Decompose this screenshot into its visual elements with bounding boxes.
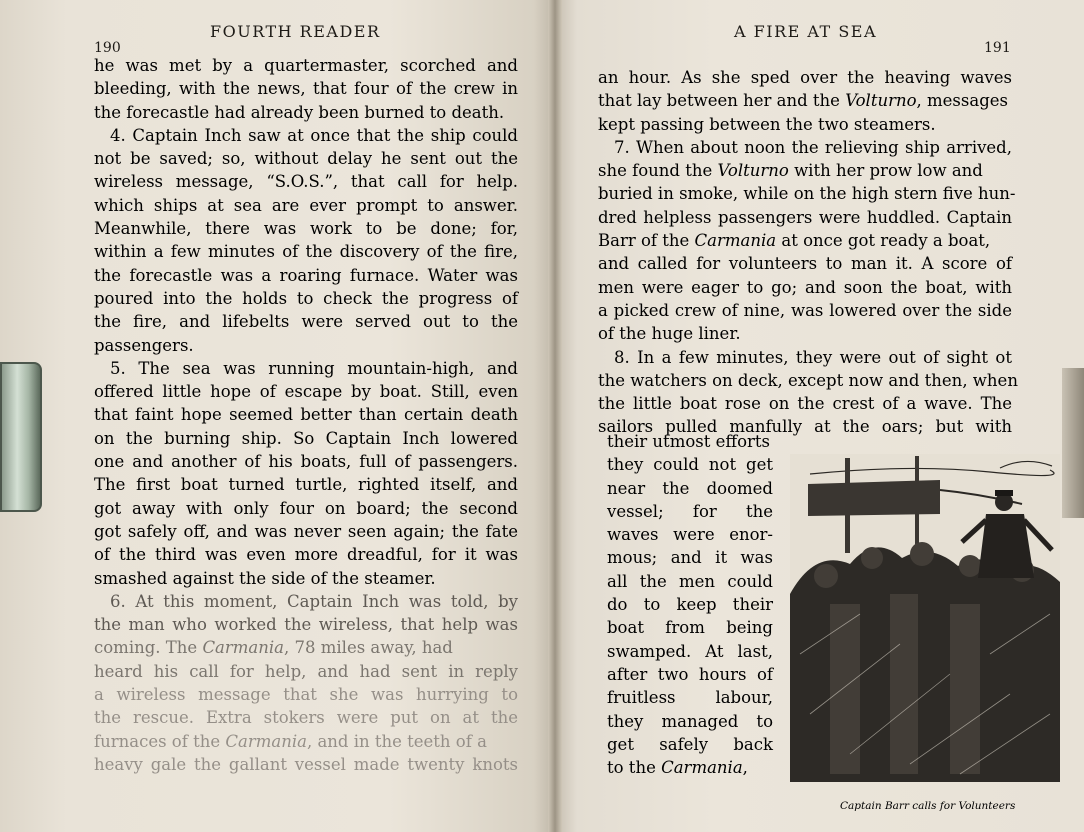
- text-run: that lay between her and the: [598, 91, 840, 111]
- text-line: 7. When about noon the relieving ship arrived,: [614, 137, 1012, 157]
- text-line: he was met by a quartermaster, scorched and: [94, 56, 518, 75]
- text-line: the man who worked the wireless, that help was: [94, 615, 518, 635]
- ship-name: Carmania: [694, 231, 777, 251]
- text-run: to the: [607, 758, 656, 778]
- text-line: a wireless message that she was hurrying to: [94, 685, 518, 705]
- text-line: smashed against the side of the steamer.: [94, 568, 436, 588]
- text-line: do to keep their: [607, 595, 773, 615]
- text-run: she found the: [598, 161, 713, 181]
- text-line: after two hours of: [607, 664, 773, 684]
- right-page-text-narrow: [607, 430, 773, 779]
- text-line: get safely back: [607, 734, 773, 754]
- text-line: bleeding, with the news, that four of the crew in: [94, 79, 518, 99]
- text-line: a picked crew of nine, was lowered over the side: [598, 300, 1012, 320]
- text-line: poured into the holds to check the progress of: [94, 288, 518, 308]
- text-line: an hour. As she sped over the heaving waves: [598, 68, 1012, 87]
- text-line: [598, 159, 1012, 182]
- text-line: 5. The sea was running mountain-high, and: [110, 358, 518, 378]
- text-line: passengers.: [94, 335, 194, 355]
- text-line: 8. In a few minutes, they were out of sight ot: [614, 347, 1012, 367]
- illustration-caption: Captain Barr calls for Volunteers: [840, 800, 1016, 812]
- text-line: not be saved; so, without delay he sent out the: [94, 149, 518, 169]
- text-line: the rescue. Extra stokers were put on at the: [94, 708, 518, 728]
- text-run: , messages: [916, 91, 1008, 111]
- page-clip: [0, 362, 42, 512]
- ship-name: Carmania: [225, 731, 307, 751]
- text-line: [598, 229, 1012, 252]
- text-line: the watchers on deck, except now and then, when: [598, 370, 1018, 390]
- text-line: heard his call for help, and had sent in reply: [94, 661, 518, 681]
- page-edge: [1062, 368, 1084, 518]
- text-line: [94, 636, 518, 659]
- text-line: kept passing between the two steamers.: [598, 114, 936, 134]
- ship-name: Carmania: [661, 758, 743, 778]
- text-line: fruitless labour,: [607, 688, 773, 708]
- text-line: of the huge liner.: [598, 324, 741, 344]
- text-run: , 78 miles away, had: [284, 638, 453, 658]
- text-line: swamped. At last,: [607, 641, 773, 661]
- running-head-left: FOURTH READER: [210, 22, 381, 41]
- text-line: buried in smoke, while on the high stern five hun-: [598, 184, 1016, 204]
- text-line: they could not get: [607, 455, 773, 475]
- text-line: waves were enor-: [607, 525, 773, 545]
- text-line: got safely off, and was never seen again; the fate: [94, 521, 518, 541]
- text-line: within a few minutes of the discovery of the fire,: [94, 242, 518, 262]
- text-line: [607, 756, 773, 779]
- text-line: on the burning ship. So Captain Inch lowered: [94, 428, 518, 448]
- ship-name: Volturno: [845, 91, 917, 111]
- left-page-text: [94, 54, 518, 776]
- text-line: mous; and it was: [607, 548, 773, 568]
- text-line: 4. Captain Inch saw at once that the ship could: [110, 125, 518, 145]
- text-line: heavy gale the gallant vessel made twenty knots: [94, 754, 518, 774]
- text-line: vessel; for the: [607, 501, 773, 521]
- text-line: one and another of his boats, full of passengers.: [94, 452, 518, 472]
- text-run: furnaces of the: [94, 731, 221, 751]
- text-line: wireless message, “S.O.S.”, that call for help.: [94, 172, 518, 192]
- book-gutter: [548, 0, 562, 832]
- text-line: they managed to: [607, 711, 773, 731]
- ship-name: Volturno: [717, 161, 789, 181]
- text-line: the forecastle had already been burned to death.: [94, 102, 505, 122]
- page-number-left: 190: [94, 40, 121, 56]
- illustration-lifeboat-crew: [790, 454, 1060, 782]
- text-line: dred helpless passengers were huddled. Captain: [598, 207, 1012, 227]
- text-line: near the doomed: [607, 478, 773, 498]
- text-line: of the third was even more dreadful, for it was: [94, 545, 518, 565]
- text-line: which ships at sea are ever prompt to answer.: [94, 195, 518, 215]
- text-line: and called for volunteers to man it. A score of: [598, 254, 1012, 274]
- page-number-right: 191: [984, 40, 1011, 56]
- text-line: 6. At this moment, Captain Inch was told, by: [110, 591, 518, 611]
- text-line: the fire, and lifebelts were served out to the: [94, 312, 518, 332]
- text-line: their utmost efforts: [607, 432, 771, 451]
- text-line: Meanwhile, there was work to be done; for,: [94, 219, 518, 239]
- text-line: the little boat rose on the crest of a wave. The: [598, 394, 1012, 414]
- text-run: at once got ready a boat,: [781, 231, 991, 251]
- text-line: all the men could: [607, 571, 773, 591]
- text-line: the forecastle was a roaring furnace. Water was: [94, 265, 518, 285]
- text-line: that faint hope seemed better than certain death: [94, 405, 518, 425]
- text-line: The first boat turned turtle, righted itself, and: [94, 475, 518, 495]
- text-run: ,: [742, 758, 748, 778]
- text-line: sailors pulled manfully at the oars; but with: [598, 417, 1012, 437]
- text-run: Barr of the: [598, 231, 690, 251]
- ship-name: Carmania: [202, 638, 285, 658]
- text-line: offered little hope of escape by boat. Still, even: [94, 382, 518, 402]
- text-line: [94, 730, 518, 753]
- text-line: boat from being: [607, 618, 773, 638]
- text-run: with her prow low and: [794, 161, 983, 181]
- text-run: , and in the teeth of a: [306, 731, 487, 751]
- text-run: coming. The: [94, 638, 198, 658]
- right-page-text: [598, 66, 1018, 439]
- running-head-right: A FIRE AT SEA: [734, 22, 878, 41]
- text-line: [598, 89, 1012, 112]
- text-line: men were eager to go; and soon the boat, with: [598, 277, 1012, 297]
- text-line: got away with only four on board; the second: [94, 498, 518, 518]
